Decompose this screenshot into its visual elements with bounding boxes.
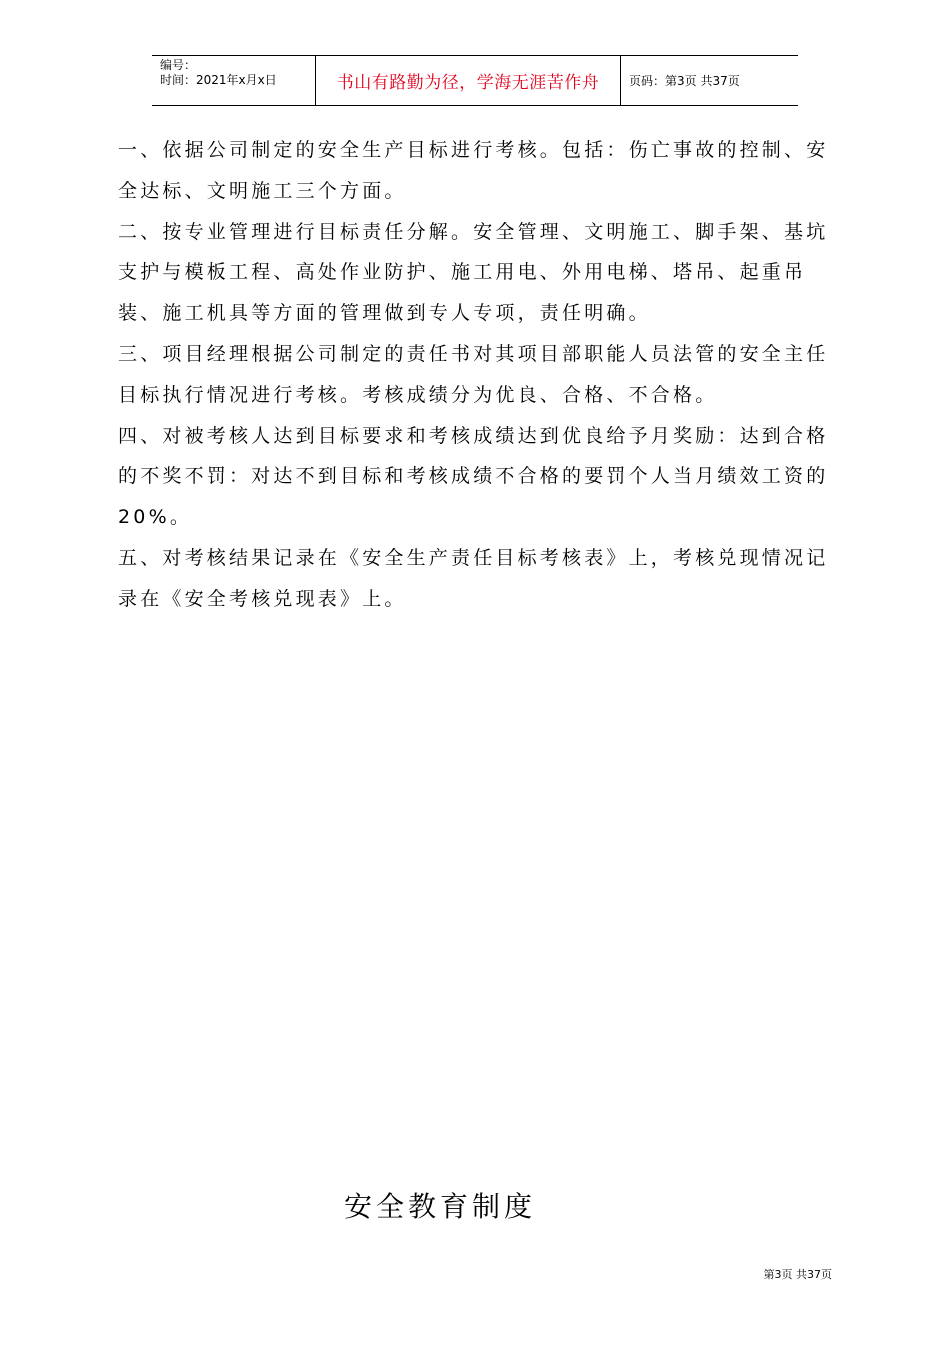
section-title: 安全教育制度 bbox=[343, 1190, 536, 1223]
paragraph-5: 五、对考核结果记录在《安全生产责任目标考核表》上，考核兑现情况记录在《安全考核兑现表》上。 bbox=[118, 546, 829, 610]
paragraph-1: 一、依据公司制定的安全生产目标进行考核。包括：伤亡事故的控制、安全达标、文明施工三个方面。 bbox=[118, 139, 829, 202]
header-page-number: 页码：第3页 共37页 bbox=[629, 74, 740, 88]
paragraph-3: 三、项目经理根据公司制定的责任书对其项目部职能人员法管的安全主任目标执行情况进行考核。考核成绩分为优良、合格、不合格。 bbox=[118, 342, 829, 406]
paragraph-4: 四、对被考核人达到目标要求和考核成绩达到优良给予月奖励：达到合格的不奖不罚：对达不到目标和考核成绩不合格的要罚个人当月绩效工资的20%。 bbox=[118, 424, 829, 529]
page-header bbox=[152, 55, 798, 106]
page-footer: 第3页 共37页 bbox=[763, 1268, 832, 1281]
time-label: 时间：2021年x月x日 bbox=[160, 73, 277, 87]
header-meta bbox=[152, 56, 316, 105]
document-body bbox=[118, 130, 838, 620]
doc-number-label: 编号： bbox=[160, 58, 197, 72]
paragraph-2: 二、按专业管理进行目标责任分解。安全管理、文明施工、脚手架、基坑支护与模板工程、高处作业防护、施工用电、外用电梯、塔吊、起重吊装、施工机具等方面的管理做到专人专项，责任明确。 bbox=[118, 220, 829, 325]
header-motto: 书山有路勤为径，学海无涯苦作舟 bbox=[316, 56, 621, 105]
